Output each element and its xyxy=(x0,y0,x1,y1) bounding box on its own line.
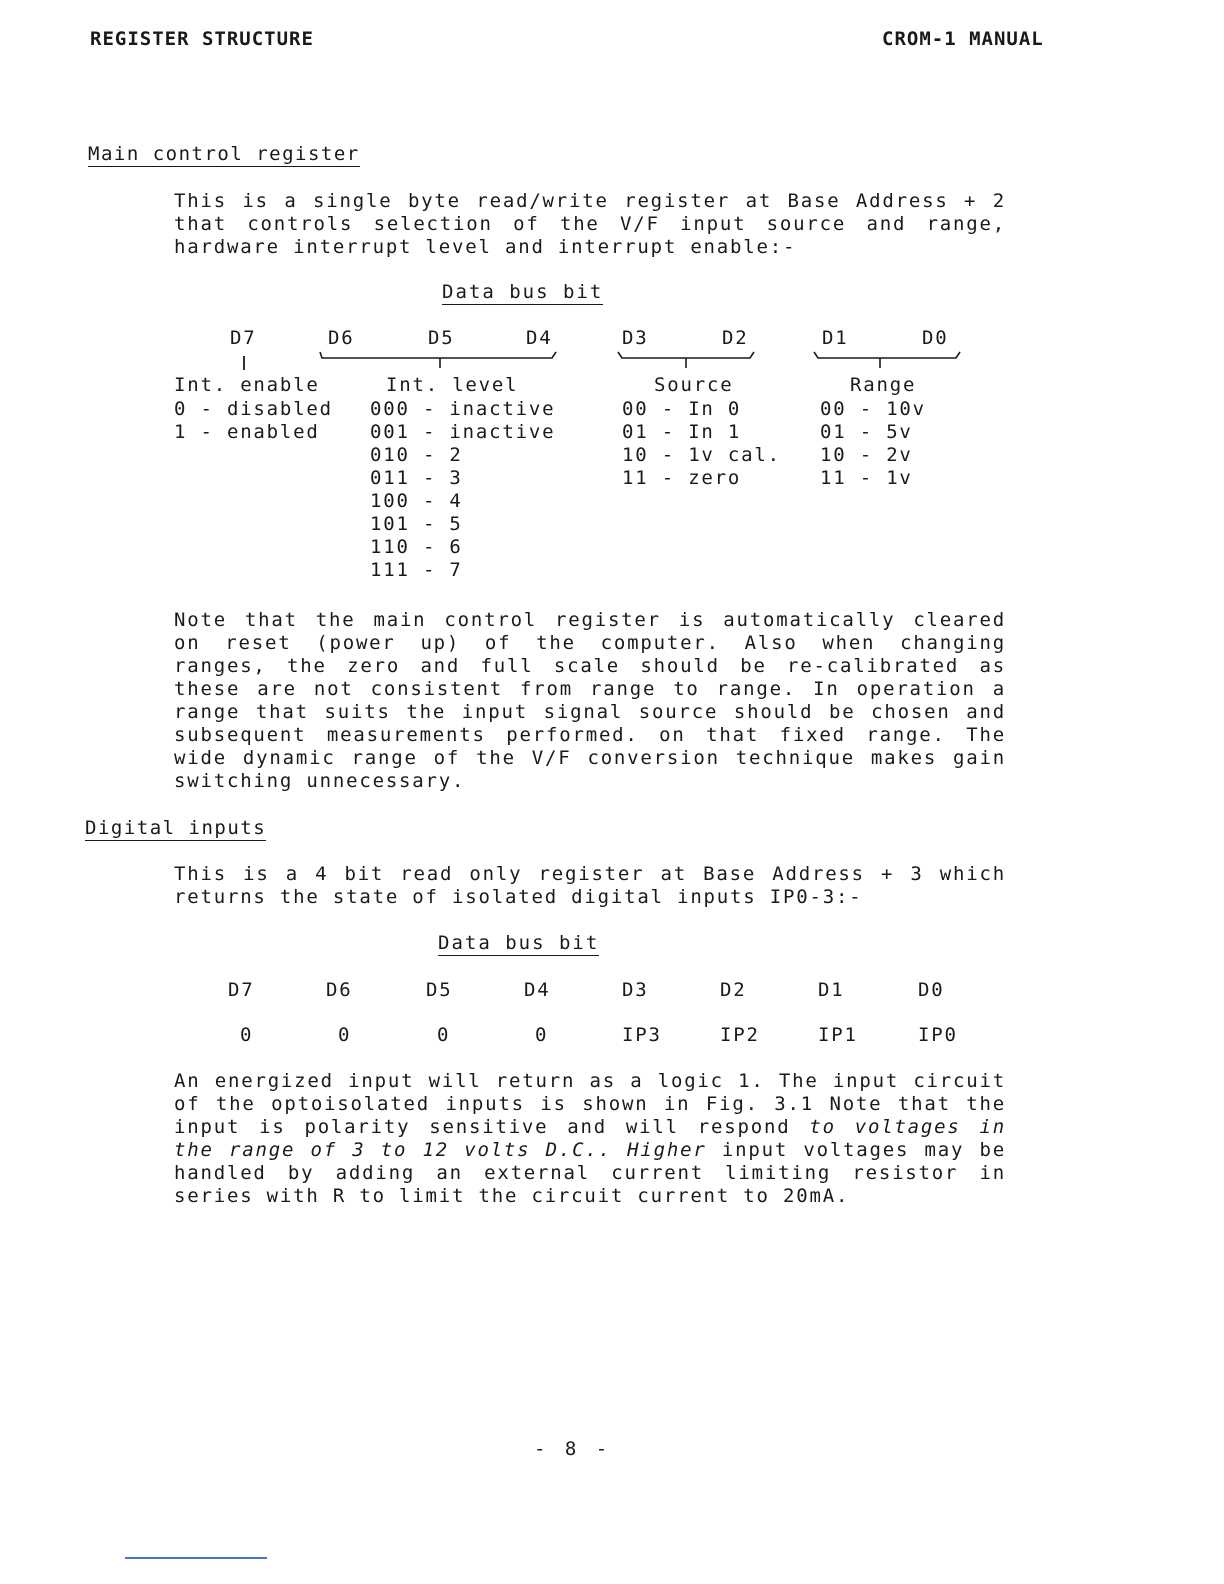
source-row: 00 - In 0 xyxy=(622,398,742,420)
source-heading: Source xyxy=(654,374,734,396)
d6-d4-bracket xyxy=(320,352,556,358)
bit-label: D4 xyxy=(524,979,551,1001)
range-row: 10 - 2v xyxy=(820,444,913,466)
footer-rule xyxy=(125,1557,267,1559)
int-level-row: 011 - 3 xyxy=(370,467,463,489)
digital-inputs-note-part-b: to voltages in the range of 3 to 12 volts D.C.. Higher xyxy=(174,1116,1006,1161)
bit-label: D6 xyxy=(328,327,355,349)
bit-value: 0 xyxy=(338,1024,352,1046)
int-enable-row: 1 - enabled xyxy=(174,421,320,443)
int-level-row: 010 - 2 xyxy=(370,444,463,466)
digital-inputs-intro: This is a 4 bit read only register at Base Address + 3 which returns the state of isolated digital inputs IP0-3:- xyxy=(174,863,1006,908)
int-level-row: 100 - 4 xyxy=(370,490,463,512)
data-bus-bit-label-1: Data bus bit xyxy=(442,281,604,303)
d1-d0-bracket xyxy=(814,352,960,358)
int-level-row: 111 - 7 xyxy=(370,559,463,581)
page-number: - 8 - xyxy=(534,1438,612,1460)
bit-value: IP0 xyxy=(918,1024,958,1046)
bit-label: D2 xyxy=(722,327,749,349)
bit-label: D6 xyxy=(326,979,353,1001)
d3-d2-bracket xyxy=(618,352,754,358)
range-row: 01 - 5v xyxy=(820,421,913,443)
bit-label: D0 xyxy=(922,327,949,349)
int-level-row: 101 - 5 xyxy=(370,513,463,535)
bit-label: D3 xyxy=(622,327,649,349)
section-title-digital-inputs: Digital inputs xyxy=(85,817,267,839)
source-row: 10 - 1v cal. xyxy=(622,444,781,466)
section-title-main-control: Main control register xyxy=(88,143,360,165)
bit-label: D7 xyxy=(228,979,255,1001)
running-header-left: REGISTER STRUCTURE xyxy=(90,28,314,50)
int-enable-heading: Int. enable xyxy=(174,374,320,396)
source-row: 11 - zero xyxy=(622,467,742,489)
data-bus-bit-label-2: Data bus bit xyxy=(438,932,600,954)
bit-label: D2 xyxy=(720,979,747,1001)
int-level-heading: Int. level xyxy=(386,374,519,396)
range-row: 11 - 1v xyxy=(820,467,913,489)
bit-label: D7 xyxy=(230,327,257,349)
bit-label: D0 xyxy=(918,979,945,1001)
bit-label: D1 xyxy=(822,327,849,349)
bit-label: D5 xyxy=(428,327,455,349)
int-level-row: 000 - inactive xyxy=(370,398,556,420)
bit-label: D1 xyxy=(818,979,845,1001)
digital-inputs-note xyxy=(174,1070,1006,1208)
source-row: 01 - In 1 xyxy=(622,421,742,443)
bit-value: 0 xyxy=(437,1024,451,1046)
bit-label: D3 xyxy=(622,979,649,1001)
bit-value: IP1 xyxy=(818,1024,858,1046)
bit-value: 0 xyxy=(240,1024,254,1046)
main-control-note: Note that the main control register is automatically cleared on reset (power up) of the computer. Also when changing ranges, the zero and full scale should be re-calibrated as these are not consistent from range to range. In operation a range that suits the input signal source should be chosen and subsequent measurements performed. on that fixed range. The wide dynamic range of the V/F conversion technique makes gain switching unnecessary. xyxy=(174,609,1006,792)
range-heading: Range xyxy=(850,374,917,396)
int-level-row: 110 - 6 xyxy=(370,536,463,558)
digital-inputs-note-part-a: An energized input will return as a logic 1. The input circuit of the optoisolated inputs is shown in Fig. 3.1 Note that the input is polarity sensitive and will respond xyxy=(174,1070,1006,1138)
bit-group-brackets xyxy=(0,0,1224,400)
bit-label: D4 xyxy=(526,327,553,349)
running-header-right: CROM-1 MANUAL xyxy=(882,28,1044,50)
bit-value: IP3 xyxy=(622,1024,662,1046)
bit-value: 0 xyxy=(535,1024,549,1046)
bit-value: IP2 xyxy=(720,1024,760,1046)
bit-label: D5 xyxy=(426,979,453,1001)
int-enable-row: 0 - disabled xyxy=(174,398,333,420)
digital-inputs-note-part-c: input voltages may be handled by adding an external current limiting resistor in series with R to limit the circuit current to 20mA. xyxy=(174,1139,1006,1207)
main-control-intro: This is a single byte read/write register at Base Address + 2 that controls selection of the V/F input source and range, hardware interrupt level and interrupt enable:- xyxy=(174,190,1006,258)
int-level-row: 001 - inactive xyxy=(370,421,556,443)
range-row: 00 - 10v xyxy=(820,398,926,420)
